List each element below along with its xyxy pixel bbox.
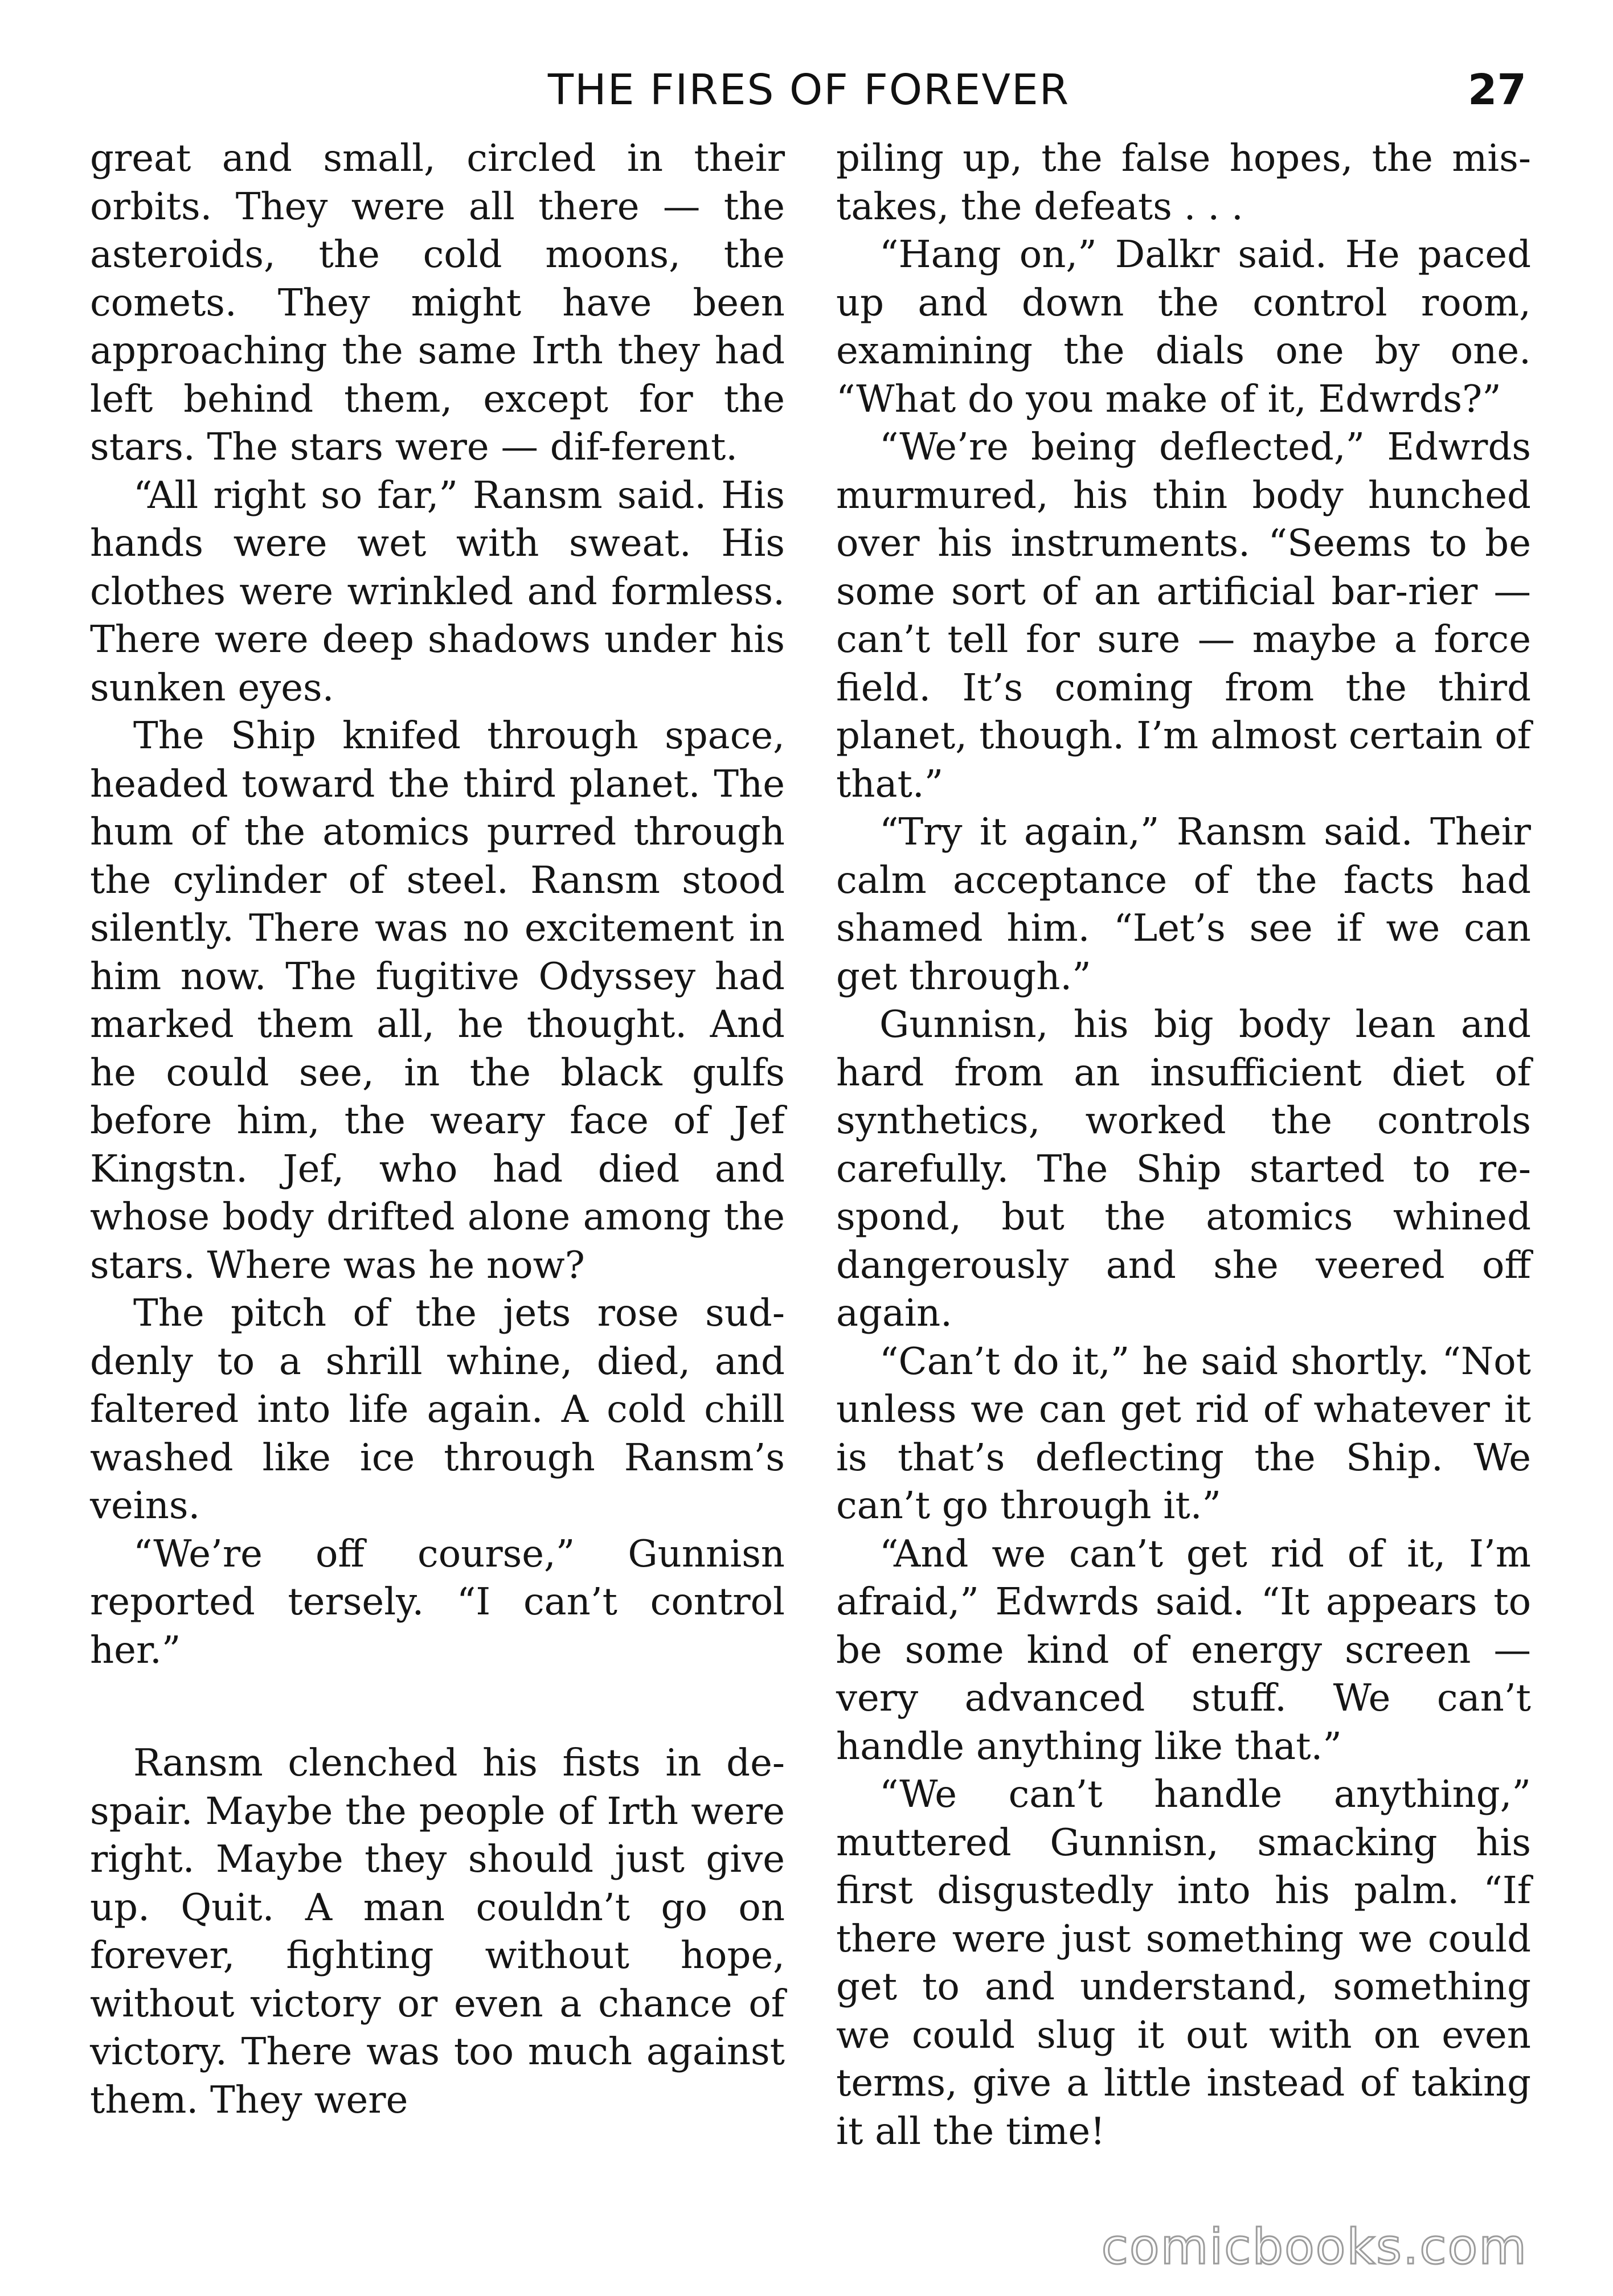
watermark: comicbooks.com [1101, 2219, 1528, 2276]
left-column [90, 134, 785, 2124]
page-number: 27 [1468, 65, 1526, 114]
paragraph: “Hang on,” Dalkr said. He paced up and down the control room, examining the dials one by one. “What do you make of it, Edwrds?” [836, 233, 1531, 421]
paragraph: The pitch of the jets rose sud-denly to a shrill whine, died, and faltered into life again. A cold chill washed like ice through Ransm’s veins. [90, 1292, 785, 1527]
paragraph-continued: piling up, the false hopes, the mis-takes, the defeats . . . [836, 137, 1531, 228]
paragraph: “All right so far,” Ransm said. His hands were wet with sweat. His clothes were wrinkled and formless. There were deep shadows under his sunken eyes. [90, 473, 785, 710]
paragraph-continued: great and small, circled in their orbits. They were all there — the asteroids, the cold moons, the comets. They might have been approaching the same Irth they had left behind them, except for the stars. The stars were — dif-ferent. [90, 137, 785, 469]
paragraph: “Can’t do it,” he said shortly. “Not unless we can get rid of whatever it is that’s deflecting the Ship. We can’t go through it.” [836, 1339, 1531, 1527]
paragraph: “We’re off course,” Gunnisn reported tersely. “I can’t control her.” [90, 1532, 785, 1672]
paragraph: Gunnisn, his big body lean and hard from an insufficient diet of synthetics, worked the controls carefully. The Ship started to re-spond, but the atomics whined dangerously and she veered off again. [836, 1003, 1531, 1335]
right-column [836, 134, 1531, 2155]
paragraph: “And we can’t get rid of it, I’m afraid,” Edwrds said. “It appears to be some kind of energy screen — very advanced stuff. We can’t handle anything like that.” [836, 1532, 1531, 1768]
paragraph: Ransm clenched his fists in de-spair. Maybe the people of Irth were right. Maybe they should just give up. Quit. A man couldn’t go on forever, fighting without hope, without victory or even a chance of victory. There was too much against them. They were [90, 1741, 785, 2122]
running-head [91, 62, 1526, 118]
paragraph: “We’re being deflected,” Edwrds murmured, his thin body hunched over his instruments. “Seems to be some sort of an artificial bar-rier — can’t tell for sure — maybe a force field. It’s coming from the third planet, though. I’m almost certain of that.” [836, 425, 1531, 806]
paragraph: “We can’t handle anything,” muttered Gunnisn, smacking his first disgustedly into his palm. “If there were just something we could get to and understand, something we could slug it out with on even terms, give a little instead of taking it all the time! [836, 1773, 1531, 2153]
running-title: THE FIRES OF FOREVER [547, 65, 1070, 114]
paragraph: “Try it again,” Ransm said. Their calm acceptance of the facts had shamed him. “Let’s see if we can get through.” [836, 810, 1531, 998]
paragraph: The Ship knifed through space, headed toward the third planet. The hum of the atomics purred through the cylinder of steel. Ransm stood silently. There was no excitement in him now. The fugitive Odyssey had marked them all, he thought. And he could see, in the black gulfs before him, the weary face of Jef Kingstn. Jef, who had died and whose body drifted alone among the stars. Where was he now? [90, 714, 785, 1287]
